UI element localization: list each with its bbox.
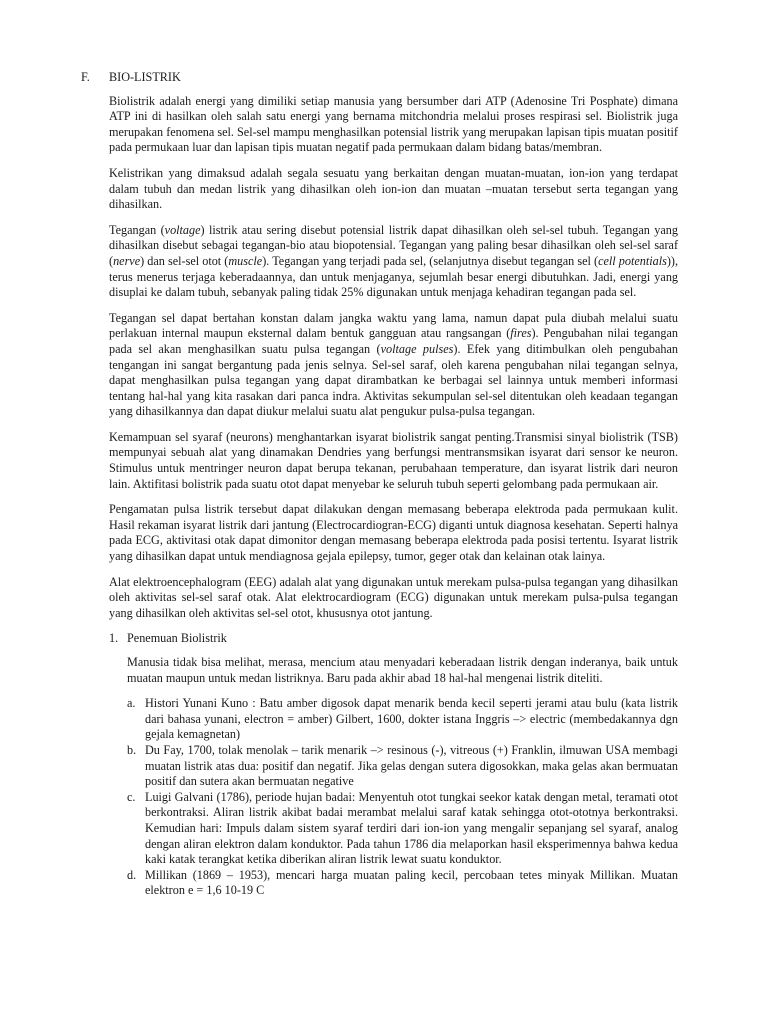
list-text: Luigi Galvani (1786), periode hujan badai: Menyentuh otot tungkai seekor katak dengan metal, teramati otot berkontraksi. Aliran listrik akibat badai merambat melalui saraf katak sehingga otot-ototnya berkontraksi. Kemudian hari: Impuls dalam sistem syaraf terdiri dari ion-ion yang mengalir sepanjang sel syaraf, analog dengan aliran elektron dalam konduktor. Pada tahun 1786 dia melaporkan hasil eksperimennya bahwa kedua kaki katak terangkat ketika diberikan aliran listrik lewat suatu konduktor. xyxy=(145,789,678,867)
section-heading xyxy=(81,70,678,86)
section-number: F. xyxy=(81,70,90,84)
subsection-intro: Manusia tidak bisa melihat, merasa, mencium atau menyadari keberadaan listrik dengan inderanya, baik untuk muatan maupun untuk medan listriknya. Baru pada akhir abad 18 hal-hal mengenai listrik diteliti. xyxy=(127,655,678,685)
paragraph: Kemampuan sel syaraf (neurons) menghantarkan isyarat biolistrik sangat penting.Transmisi sinyal biolistrik (TSB) mempunyai sebuah alat yang dinamakan Dendries yang berfungsi mentransmsikan isyarat dari sensor ke neuron. Stimulus untuk mentringer neuron dapat berupa tekanan, perubahaan temperature, dan isyarat listrik dari neuron lain. Aktifitasi bolistrik pada suatu otot dapat menyebar ke seluruh tubuh seperti gelombang pada permukaan air. xyxy=(109,429,678,491)
history-list xyxy=(127,696,678,899)
list-item xyxy=(127,696,678,743)
list-text: Millikan (1869 – 1953), mencari harga muatan paling kecil, percobaan tetes minyak Millikan. Muatan elektron e = 1,6 10-19 C xyxy=(145,867,678,898)
paragraph: Pengamatan pulsa listrik tersebut dapat dilakukan dengan memasang beberapa elektroda pada permukaan kulit. Hasil rekaman isyarat listrik dari jantung (Electrocardiogran-ECG) diganti untuk diagnosa kesehatan. Seperti halnya pada ECG, aktivitasi otak dapat dimonitor dengan memasang beberapa elektroda pada posisi tertentu. Isyarat listrik yang dihasilkan dapat untuk mendiagnosa gejala epilepsy, tumor, geger otak dan kelainan otak lainya. xyxy=(109,502,678,564)
list-item xyxy=(127,743,678,790)
list-item xyxy=(127,790,678,868)
section-body xyxy=(109,94,678,899)
subsection-number: 1. xyxy=(109,631,119,646)
list-marker: a. xyxy=(127,696,136,711)
paragraph: Alat elektroencephalogram (EEG) adalah alat yang digunakan untuk merekam pulsa-pulsa tegangan yang dihasilkan oleh aktivitas sel-sel saraf otak. Alat elektrocardiogram (ECG) digunakan untuk merekam pulsa-pulsa tegangan yang dihasilkan oleh aktivitas sel-sel otot, khususnya otot jantung. xyxy=(109,574,678,620)
section-title: BIO-LISTRIK xyxy=(109,70,181,84)
paragraph: Tegangan sel dapat bertahan konstan dalam jangka waktu yang lama, namun dapat pula diubah melalui suatu perlakuan internal maupun eksternal dalam bentuk gangguan atau rangsangan (fires). Pengubahan nilai tegangan pada sel akan menghasilkan suatu pulsa tegangan (voltage pulses). Efek yang ditimbulkan oleh pengubahan tengangan ini sangat bergantung pada jenis selnya. Sel-sel saraf, oleh karena pengubahan nilai tegangan selnya, dapat menghasilkan pulsa tegangan yang dapat dirambatkan ke berbagai sel lainnya untuk memberi informasi tentang hal-hal yang kita rasakan dari panca indra. Aktivitas sekumpulan sel-sel ditentukan oleh keadaan tegangan yang dihasilkannya dan dapat diukur melalui suatu alat pengukur pulsa-pulsa tegangan. xyxy=(109,310,679,419)
list-item xyxy=(127,868,678,899)
list-text: Du Fay, 1700, tolak menolak – tarik menarik –> resinous (-), vitreous (+) Franklin, ilmuwan USA membagi muatan listrik atas dua: positif dan negatif. Jika gelas dengan sutera digosokkan, maka gelas akan bermuatan positif dan sutera akan bermuatan negative xyxy=(145,742,678,789)
subsection-title: Penemuan Biolistrik xyxy=(127,631,227,646)
list-marker: c. xyxy=(127,789,136,804)
paragraph: Tegangan (voltage) listrik atau sering disebut potensial listrik dapat dihasilkan oleh sel-sel tubuh. Tegangan yang dihasilkan disebut sebagai tegangan-bio atau biopotensial. Tegangan yang paling besar dihasilkan oleh sel-sel saraf (nerve) dan sel-sel otot (muscle). Tegangan yang terjadi pada sel, (selanjutnya disebut tegangan sel (cell potentials)), terus menerus terjaga keberadaannya, dan untuk menjaganya, sejumlah besar energi dibutuhkan. Jadi, energi yang disuplai ke dalam tubuh, sebanyak paling tidak 25% digunakan untuk menjaga kehadiran tegangan pada sel. xyxy=(109,222,678,300)
subsection-body xyxy=(127,655,678,899)
list-text: Histori Yunani Kuno : Batu amber digosok dapat menarik benda kecil seperti jerami atau bulu (kata listrik dari bahasa yunani, electron = amber) Gilbert, 1600, dokter istana Inggris –> electric (membedakannya dgn gejala kemagnetan) xyxy=(145,696,678,742)
paragraph: Kelistrikan yang dimaksud adalah segala sesuatu yang berkaitan dengan muatan-muatan, ion-ion yang terdapat dalam tubuh dan medan listrik yang dihasilkan oleh ion-ion dan muatan –muatan tersebut serta tegangan yang dihasilkan. xyxy=(109,165,678,212)
paragraph: Biolistrik adalah energi yang dimiliki setiap manusia yang bersumber dari ATP (Adenosine Tri Posphate) dimana ATP ini di hasilkan oleh salah satu energi yang bernama mitchondria melalui proses respirasi sel. Biolistrik juga merupakan fenomena sel. Sel-sel mampu menghasilkan potensial listrik yang merupakan lapisan tipis muatan positif pada permukaan luar dan lapisan tipis muatan negatif pada permukaan dalam bidang batas/membran. xyxy=(109,93,678,155)
list-marker: d. xyxy=(127,867,137,882)
subsection-heading xyxy=(109,631,678,647)
list-marker: b. xyxy=(127,742,137,757)
